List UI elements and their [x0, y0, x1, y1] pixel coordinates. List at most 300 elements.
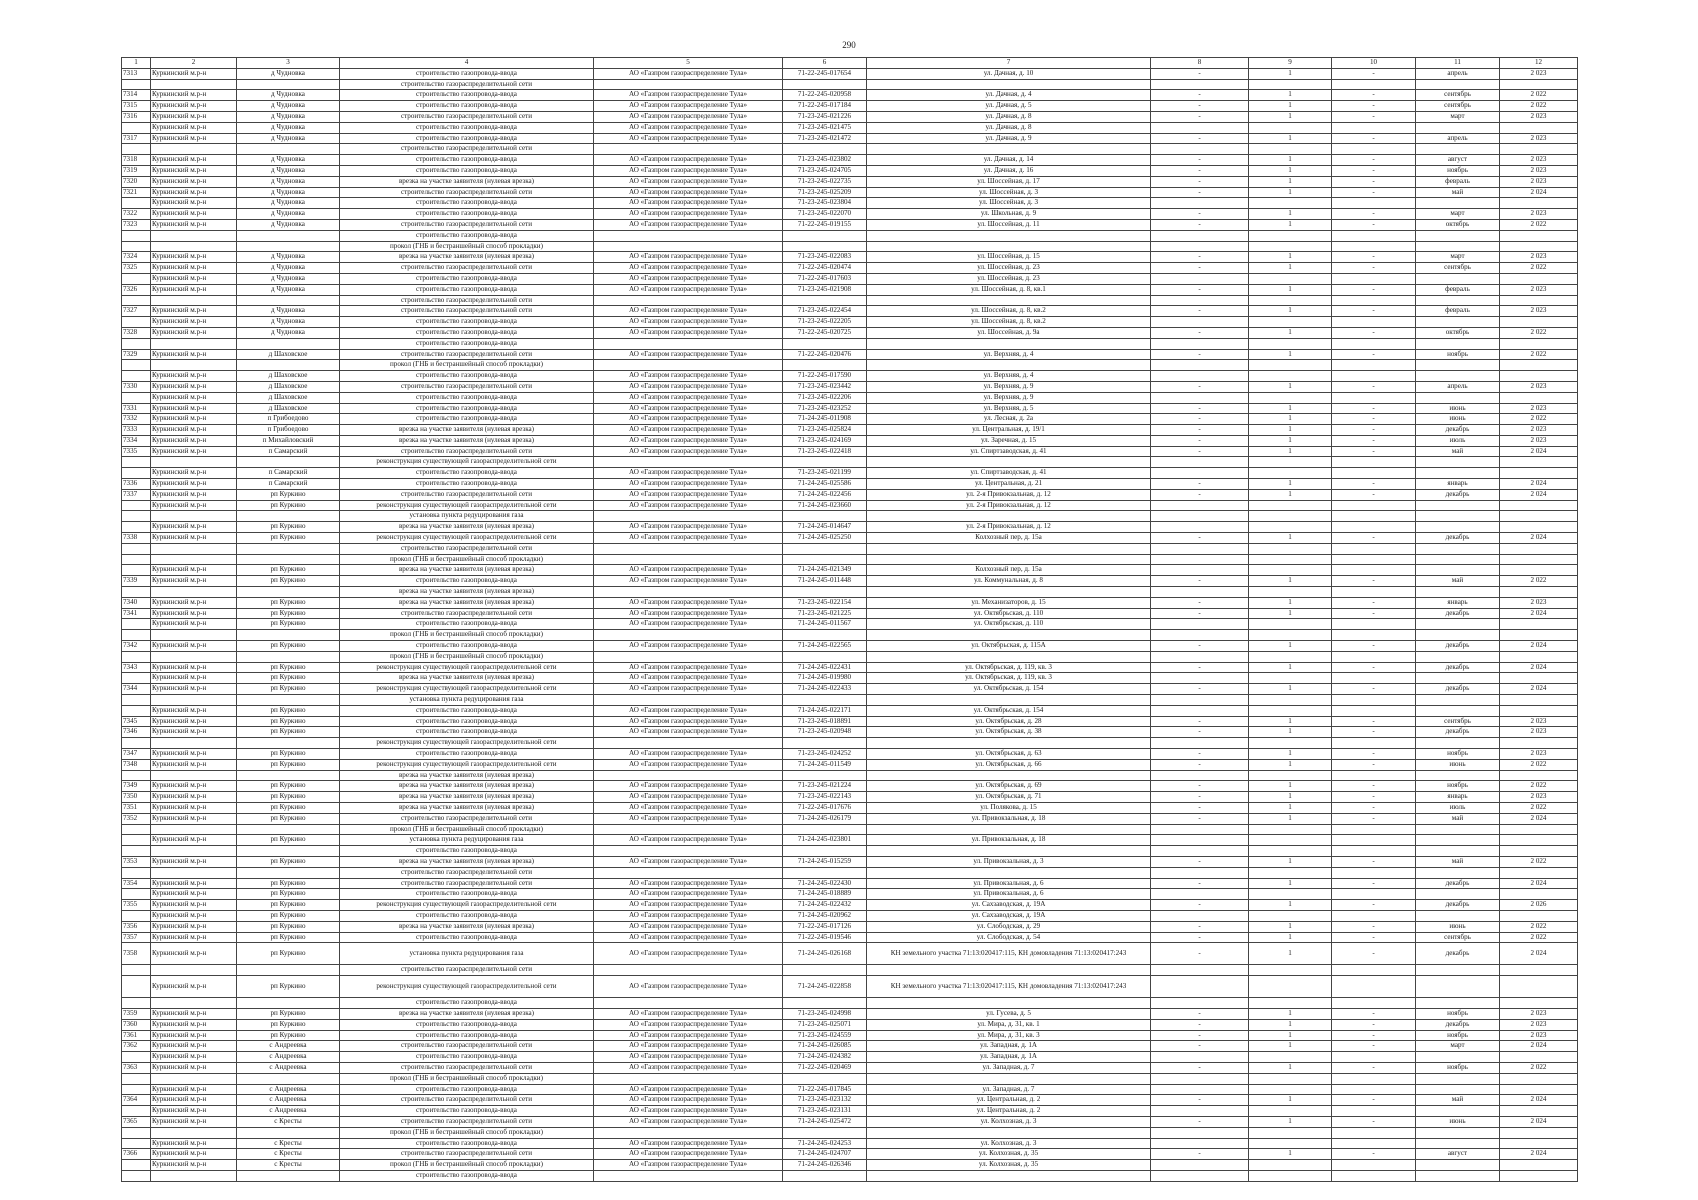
address-cell: ул. 2-я Привокзальная, д. 12: [867, 489, 1151, 500]
column-10-cell: -: [1332, 716, 1416, 727]
column-number: 12: [1500, 58, 1578, 69]
column-8-cell: [1151, 1084, 1249, 1095]
month-cell: январь: [1416, 597, 1500, 608]
table-row: [122, 813, 1578, 824]
cadastral-number-cell: 71-23-245-022205: [783, 317, 867, 328]
column-8-cell: -: [1151, 252, 1249, 263]
operator-cell: АО «Газпром газораспределение Тула»: [594, 317, 783, 328]
column-8-cell: -: [1151, 381, 1249, 392]
row-number-cell: [122, 1052, 151, 1063]
table-row: [122, 878, 1578, 889]
column-8-cell: -: [1151, 209, 1249, 220]
year-cell: 2 024: [1500, 533, 1578, 544]
year-cell: [1500, 705, 1578, 716]
locality-cell: [237, 295, 340, 306]
year-cell: [1500, 1084, 1578, 1095]
locality-cell: [237, 360, 340, 371]
cadastral-number-cell: [783, 738, 867, 749]
year-cell: [1500, 695, 1578, 706]
work-type-cell: врезка на участке заявителя (нулевая врезка): [340, 522, 594, 533]
district-cell: Куркинский м.р-н: [151, 835, 237, 846]
row-number-cell: 7346: [122, 727, 151, 738]
work-type-cell: прокол (ГНБ и бестраншейный способ прокладки): [340, 630, 594, 641]
row-number-cell: [122, 770, 151, 781]
district-cell: Куркинский м.р-н: [151, 943, 237, 965]
month-cell: [1416, 587, 1500, 598]
column-8-cell: -: [1151, 856, 1249, 867]
cadastral-number-cell: 71-23-245-021225: [783, 608, 867, 619]
address-cell: ул. Колхозная, д. 35: [867, 1149, 1151, 1160]
column-10-cell: -: [1332, 1019, 1416, 1030]
district-cell: [151, 651, 237, 662]
row-number-cell: [122, 619, 151, 630]
column-10-cell: -: [1332, 641, 1416, 652]
column-10-cell: [1332, 673, 1416, 684]
table-row: [122, 867, 1578, 878]
column-9-cell: 1: [1249, 856, 1332, 867]
locality-cell: рп Куркино: [237, 673, 340, 684]
column-9-cell: 1: [1249, 662, 1332, 673]
column-9-cell: [1249, 511, 1332, 522]
district-cell: [151, 738, 237, 749]
year-cell: [1500, 965, 1578, 976]
locality-cell: п Самарский: [237, 446, 340, 457]
operator-cell: АО «Газпром газораспределение Тула»: [594, 198, 783, 209]
row-number-cell: [122, 835, 151, 846]
table-row: [122, 1052, 1578, 1063]
locality-cell: п Грибоедово: [237, 425, 340, 436]
locality-cell: д Чудновка: [237, 155, 340, 166]
table-row: [122, 651, 1578, 662]
operator-cell: АО «Газпром газораспределение Тула»: [594, 943, 783, 965]
work-type-cell: строительство газопровода-ввода: [340, 273, 594, 284]
year-cell: [1500, 738, 1578, 749]
locality-cell: рп Куркино: [237, 878, 340, 889]
locality-cell: рп Куркино: [237, 1019, 340, 1030]
operator-cell: АО «Газпром газораспределение Тула»: [594, 1116, 783, 1127]
work-type-cell: строительство газораспределительной сети: [340, 111, 594, 122]
district-cell: [151, 511, 237, 522]
column-10-cell: -: [1332, 1062, 1416, 1073]
month-cell: [1416, 511, 1500, 522]
column-8-cell: [1151, 371, 1249, 382]
district-cell: [151, 695, 237, 706]
column-10-cell: [1332, 511, 1416, 522]
table-row: [122, 856, 1578, 867]
month-cell: сентябрь: [1416, 101, 1500, 112]
work-type-cell: строительство газораспределительной сети: [340, 867, 594, 878]
row-number-cell: [122, 976, 151, 998]
locality-cell: [237, 965, 340, 976]
column-8-cell: [1151, 511, 1249, 522]
address-cell: ул. Октябрьская, д. 38: [867, 727, 1151, 738]
column-8-cell: -: [1151, 802, 1249, 813]
table-row: [122, 565, 1578, 576]
cadastral-number-cell: 71-23-245-025209: [783, 187, 867, 198]
operator-cell: [594, 965, 783, 976]
address-cell: ул. Октябрьская, д. 71: [867, 792, 1151, 803]
row-number-cell: 7365: [122, 1116, 151, 1127]
year-cell: [1500, 371, 1578, 382]
work-type-cell: строительство газораспределительной сети: [340, 608, 594, 619]
cadastral-number-cell: 71-24-245-022432: [783, 900, 867, 911]
column-10-cell: -: [1332, 90, 1416, 101]
district-cell: Куркинский м.р-н: [151, 101, 237, 112]
operator-cell: АО «Газпром газораспределение Тула»: [594, 889, 783, 900]
address-cell: ул. Верхняя, д. 4: [867, 371, 1151, 382]
column-8-cell: -: [1151, 576, 1249, 587]
cadastral-number-cell: [783, 1073, 867, 1084]
locality-cell: с Кресты: [237, 1160, 340, 1171]
work-type-cell: реконструкция существующей газораспределительной сети: [340, 457, 594, 468]
month-cell: декабрь: [1416, 878, 1500, 889]
year-cell: [1500, 846, 1578, 857]
year-cell: 2 023: [1500, 597, 1578, 608]
locality-cell: п Самарский: [237, 479, 340, 490]
work-type-cell: строительство газопровода-ввода: [340, 230, 594, 241]
work-type-cell: врезка на участке заявителя (нулевая врезка): [340, 781, 594, 792]
row-number-cell: 7331: [122, 403, 151, 414]
year-cell: [1500, 976, 1578, 998]
district-cell: [151, 457, 237, 468]
month-cell: декабрь: [1416, 641, 1500, 652]
month-cell: ноябрь: [1416, 1062, 1500, 1073]
column-9-cell: [1249, 392, 1332, 403]
locality-cell: [237, 738, 340, 749]
column-10-cell: -: [1332, 1008, 1416, 1019]
table-row: [122, 1127, 1578, 1138]
month-cell: январь: [1416, 479, 1500, 490]
table-row: [122, 1160, 1578, 1171]
cadastral-number-cell: 71-22-245-017676: [783, 802, 867, 813]
column-9-cell: [1249, 1073, 1332, 1084]
operator-cell: [594, 554, 783, 565]
year-cell: 2 024: [1500, 1116, 1578, 1127]
locality-cell: д Чудновка: [237, 165, 340, 176]
cadastral-number-cell: 71-23-245-022418: [783, 446, 867, 457]
operator-cell: АО «Газпром газораспределение Тула»: [594, 1149, 783, 1160]
address-cell: ул. Привокзальная, д. 18: [867, 835, 1151, 846]
year-cell: 2 023: [1500, 306, 1578, 317]
work-type-cell: прокол (ГНБ и бестраншейный способ прокладки): [340, 824, 594, 835]
year-cell: 2 023: [1500, 284, 1578, 295]
column-8-cell: [1151, 273, 1249, 284]
district-cell: Куркинский м.р-н: [151, 327, 237, 338]
table-row: [122, 122, 1578, 133]
column-9-cell: [1249, 965, 1332, 976]
locality-cell: [237, 867, 340, 878]
month-cell: июль: [1416, 802, 1500, 813]
table-row: [122, 1106, 1578, 1117]
work-type-cell: строительство газопровода-ввода: [340, 155, 594, 166]
locality-cell: д Чудновка: [237, 187, 340, 198]
column-10-cell: -: [1332, 414, 1416, 425]
month-cell: [1416, 835, 1500, 846]
row-number-cell: 7316: [122, 111, 151, 122]
year-cell: 2 022: [1500, 263, 1578, 274]
row-number-cell: [122, 846, 151, 857]
year-cell: 2 026: [1500, 900, 1578, 911]
month-cell: ноябрь: [1416, 781, 1500, 792]
operator-cell: АО «Газпром газораспределение Тула»: [594, 1008, 783, 1019]
column-8-cell: -: [1151, 921, 1249, 932]
table-row: [122, 1149, 1578, 1160]
row-number-cell: 7330: [122, 381, 151, 392]
column-10-cell: [1332, 295, 1416, 306]
operator-cell: [594, 846, 783, 857]
year-cell: 2 023: [1500, 155, 1578, 166]
operator-cell: АО «Газпром газораспределение Тула»: [594, 500, 783, 511]
year-cell: 2 023: [1500, 749, 1578, 760]
locality-cell: рп Куркино: [237, 576, 340, 587]
address-cell: ул. Октябрьская, д. 154: [867, 705, 1151, 716]
address-cell: ул. Дачная, д. 9: [867, 133, 1151, 144]
column-9-cell: [1249, 1084, 1332, 1095]
address-cell: ул. Шоссейная, д. 17: [867, 176, 1151, 187]
district-cell: Куркинский м.р-н: [151, 68, 237, 79]
column-8-cell: [1151, 770, 1249, 781]
year-cell: 2 022: [1500, 349, 1578, 360]
column-10-cell: -: [1332, 479, 1416, 490]
locality-cell: д Шаховское: [237, 403, 340, 414]
operator-cell: АО «Газпром газораспределение Тула»: [594, 90, 783, 101]
operator-cell: [594, 630, 783, 641]
row-number-cell: 7317: [122, 133, 151, 144]
column-10-cell: [1332, 695, 1416, 706]
district-cell: Куркинский м.р-н: [151, 317, 237, 328]
cadastral-number-cell: 71-23-245-021226: [783, 111, 867, 122]
locality-cell: п Михайловский: [237, 435, 340, 446]
column-9-cell: 1: [1249, 684, 1332, 695]
month-cell: [1416, 738, 1500, 749]
column-10-cell: [1332, 867, 1416, 878]
address-cell: КН земельного участка 71:13:020417:115, КН домовладения 71:13:020417:243: [867, 976, 1151, 998]
row-number-cell: 7334: [122, 435, 151, 446]
month-cell: май: [1416, 576, 1500, 587]
column-10-cell: [1332, 79, 1416, 90]
month-cell: [1416, 273, 1500, 284]
table-row: [122, 68, 1578, 79]
table-row: [122, 533, 1578, 544]
address-cell: [867, 230, 1151, 241]
column-9-cell: 1: [1249, 284, 1332, 295]
table-row: [122, 111, 1578, 122]
month-cell: [1416, 1052, 1500, 1063]
table-row: [122, 327, 1578, 338]
column-8-cell: -: [1151, 727, 1249, 738]
address-cell: ул. Верхняя, д. 4: [867, 349, 1151, 360]
address-cell: ул. Мира, д. 31, кв. 1: [867, 1019, 1151, 1030]
work-type-cell: строительство газопровода-ввода: [340, 1030, 594, 1041]
work-type-cell: строительство газопровода-ввода: [340, 716, 594, 727]
table-row: [122, 1095, 1578, 1106]
row-number-cell: 7364: [122, 1095, 151, 1106]
operator-cell: [594, 79, 783, 90]
month-cell: [1416, 565, 1500, 576]
district-cell: Куркинский м.р-н: [151, 489, 237, 500]
cadastral-number-cell: [783, 824, 867, 835]
address-cell: ул. Привокзальная, д. 6: [867, 889, 1151, 900]
month-cell: декабрь: [1416, 662, 1500, 673]
operator-cell: АО «Газпром газораспределение Тула»: [594, 403, 783, 414]
row-number-cell: 7344: [122, 684, 151, 695]
district-cell: [151, 360, 237, 371]
row-number-cell: [122, 673, 151, 684]
operator-cell: АО «Газпром газораспределение Тула»: [594, 263, 783, 274]
year-cell: 2 023: [1500, 403, 1578, 414]
locality-cell: д Чудновка: [237, 101, 340, 112]
operator-cell: АО «Газпром газораспределение Тула»: [594, 349, 783, 360]
cadastral-number-cell: 71-23-245-024998: [783, 1008, 867, 1019]
operator-cell: [594, 543, 783, 554]
column-10-cell: -: [1332, 1149, 1416, 1160]
work-type-cell: врезка на участке заявителя (нулевая врезка): [340, 792, 594, 803]
column-10-cell: -: [1332, 327, 1416, 338]
column-8-cell: -: [1151, 878, 1249, 889]
column-9-cell: 1: [1249, 900, 1332, 911]
row-number-cell: [122, 565, 151, 576]
column-number: 11: [1416, 58, 1500, 69]
table-row: [122, 133, 1578, 144]
cadastral-number-cell: 71-24-245-011908: [783, 414, 867, 425]
address-cell: [867, 338, 1151, 349]
cadastral-number-cell: 71-23-245-022206: [783, 392, 867, 403]
cadastral-number-cell: [783, 695, 867, 706]
month-cell: август: [1416, 155, 1500, 166]
locality-cell: рп Куркино: [237, 932, 340, 943]
column-10-cell: [1332, 770, 1416, 781]
address-cell: ул. Верхняя, д. 9: [867, 381, 1151, 392]
table-row: [122, 792, 1578, 803]
column-9-cell: 1: [1249, 327, 1332, 338]
month-cell: [1416, 630, 1500, 641]
address-cell: [867, 457, 1151, 468]
table-row: [122, 921, 1578, 932]
month-cell: [1416, 457, 1500, 468]
operator-cell: АО «Газпром газораспределение Тула»: [594, 68, 783, 79]
table-row: [122, 230, 1578, 241]
year-cell: 2 024: [1500, 489, 1578, 500]
row-number-cell: [122, 1073, 151, 1084]
column-10-cell: -: [1332, 425, 1416, 436]
table-row: [122, 241, 1578, 252]
locality-cell: [237, 511, 340, 522]
cadastral-number-cell: 71-22-245-020725: [783, 327, 867, 338]
year-cell: 2 024: [1500, 1095, 1578, 1106]
locality-cell: [237, 241, 340, 252]
work-type-cell: строительство газопровода-ввода: [340, 165, 594, 176]
month-cell: [1416, 965, 1500, 976]
column-9-cell: 1: [1249, 1116, 1332, 1127]
work-type-cell: строительство газораспределительной сети: [340, 878, 594, 889]
address-cell: ул. Октябрьская, д. 66: [867, 759, 1151, 770]
row-number-cell: [122, 965, 151, 976]
year-cell: [1500, 867, 1578, 878]
month-cell: [1416, 295, 1500, 306]
column-number: 5: [594, 58, 783, 69]
row-number-cell: [122, 392, 151, 403]
column-number: 8: [1151, 58, 1249, 69]
month-cell: декабрь: [1416, 684, 1500, 695]
cadastral-number-cell: 71-24-245-022431: [783, 662, 867, 673]
cadastral-number-cell: [783, 965, 867, 976]
table-row: [122, 403, 1578, 414]
column-9-cell: [1249, 144, 1332, 155]
work-type-cell: прокол (ГНБ и бестраншейный способ прокладки): [340, 360, 594, 371]
address-cell: [867, 965, 1151, 976]
column-10-cell: [1332, 122, 1416, 133]
column-8-cell: -: [1151, 111, 1249, 122]
operator-cell: АО «Газпром газораспределение Тула»: [594, 749, 783, 760]
row-number-cell: 7321: [122, 187, 151, 198]
row-number-cell: 7336: [122, 479, 151, 490]
address-cell: ул. Дачная, д. 14: [867, 155, 1151, 166]
column-10-cell: -: [1332, 727, 1416, 738]
year-cell: [1500, 554, 1578, 565]
row-number-cell: 7319: [122, 165, 151, 176]
work-type-cell: врезка на участке заявителя (нулевая врезка): [340, 1008, 594, 1019]
row-number-cell: 7348: [122, 759, 151, 770]
column-10-cell: [1332, 230, 1416, 241]
column-10-cell: [1332, 1138, 1416, 1149]
work-type-cell: строительство газораспределительной сети: [340, 187, 594, 198]
year-cell: [1500, 144, 1578, 155]
row-number-cell: [122, 500, 151, 511]
column-10-cell: -: [1332, 1030, 1416, 1041]
operator-cell: АО «Газпром газораспределение Тула»: [594, 522, 783, 533]
operator-cell: АО «Газпром газораспределение Тула»: [594, 1084, 783, 1095]
month-cell: [1416, 673, 1500, 684]
locality-cell: рп Куркино: [237, 533, 340, 544]
locality-cell: рп Куркино: [237, 641, 340, 652]
cadastral-number-cell: 71-24-245-022565: [783, 641, 867, 652]
district-cell: Куркинский м.р-н: [151, 802, 237, 813]
work-type-cell: строительство газопровода-ввода: [340, 371, 594, 382]
row-number-cell: [122, 338, 151, 349]
cadastral-number-cell: 71-23-245-024252: [783, 749, 867, 760]
column-9-cell: [1249, 273, 1332, 284]
month-cell: июнь: [1416, 414, 1500, 425]
district-cell: Куркинский м.р-н: [151, 684, 237, 695]
year-cell: 2 023: [1500, 68, 1578, 79]
table-row: [122, 716, 1578, 727]
locality-cell: рп Куркино: [237, 921, 340, 932]
cadastral-number-cell: 71-23-245-021199: [783, 468, 867, 479]
row-number-cell: 7340: [122, 597, 151, 608]
column-9-cell: [1249, 230, 1332, 241]
district-cell: Куркинский м.р-н: [151, 910, 237, 921]
district-cell: [151, 770, 237, 781]
operator-cell: АО «Газпром газораспределение Тула»: [594, 1095, 783, 1106]
cadastral-number-cell: 71-24-245-026085: [783, 1041, 867, 1052]
column-8-cell: -: [1151, 306, 1249, 317]
column-8-cell: -: [1151, 1030, 1249, 1041]
operator-cell: АО «Газпром газораспределение Тула»: [594, 1138, 783, 1149]
table-row: [122, 802, 1578, 813]
address-cell: ул. Дачная, д. 8: [867, 111, 1151, 122]
work-type-cell: строительство газораспределительной сети: [340, 144, 594, 155]
cadastral-number-cell: 71-23-245-025071: [783, 1019, 867, 1030]
year-cell: 2 024: [1500, 608, 1578, 619]
column-10-cell: -: [1332, 662, 1416, 673]
cadastral-number-cell: 71-23-245-025824: [783, 425, 867, 436]
district-cell: Куркинский м.р-н: [151, 284, 237, 295]
district-cell: Куркинский м.р-н: [151, 889, 237, 900]
address-cell: ул. Сахзаводская, д. 19А: [867, 900, 1151, 911]
district-cell: Куркинский м.р-н: [151, 727, 237, 738]
month-cell: июнь: [1416, 1116, 1500, 1127]
operator-cell: [594, 738, 783, 749]
